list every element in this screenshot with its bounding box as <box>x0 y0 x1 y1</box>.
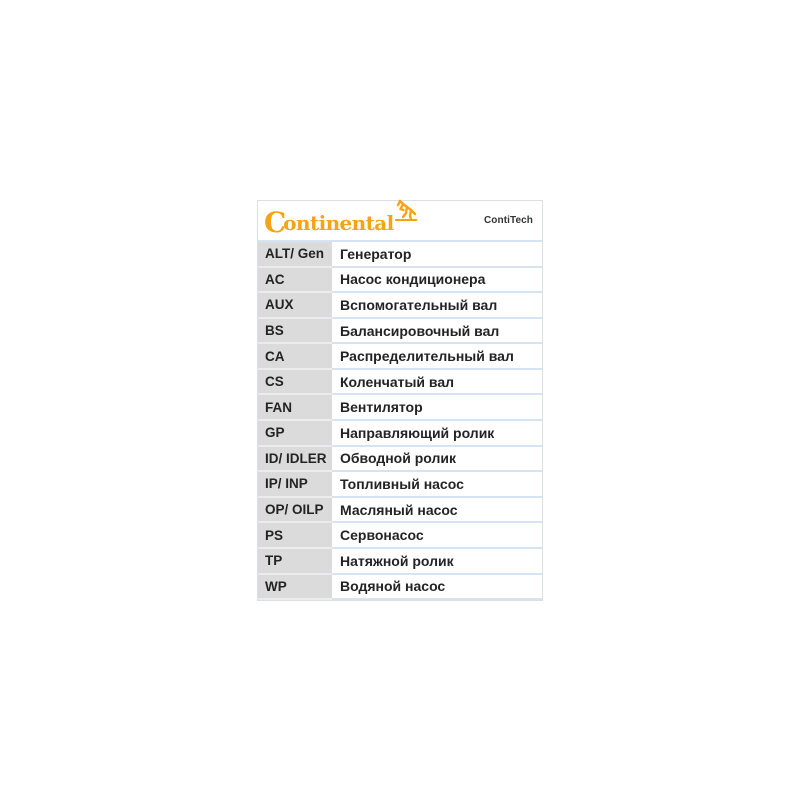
abbreviation-cell: PS <box>258 523 332 549</box>
abbreviation-cell: ALT/ Gen <box>258 242 332 268</box>
abbreviation-cell: AC <box>258 268 332 294</box>
description-cell: Распределительный вал <box>332 344 542 370</box>
description-cell: Вспомогательный вал <box>332 293 542 319</box>
description-cell: Вентилятор <box>332 395 542 421</box>
table-header <box>258 201 542 242</box>
abbreviation-cell: CS <box>258 370 332 396</box>
description-cell: Генератор <box>332 242 542 268</box>
description-cell: Топливный насос <box>332 472 542 498</box>
description-cell: Балансировочный вал <box>332 319 542 345</box>
abbreviation-cell: BS <box>258 319 332 345</box>
table-row <box>258 395 542 421</box>
table-row <box>258 268 542 294</box>
description-cell: Насос кондиционера <box>332 268 542 294</box>
legend-table <box>257 200 543 601</box>
table-row <box>258 447 542 473</box>
abbreviation-cell: CA <box>258 344 332 370</box>
description-cell: Масляный насос <box>332 498 542 524</box>
rearing-horse-icon <box>395 198 417 220</box>
abbreviation-cell: OP/ OILP <box>258 498 332 524</box>
table-row <box>258 370 542 396</box>
description-cell: Коленчатый вал <box>332 370 542 396</box>
abbreviation-cell: GP <box>258 421 332 447</box>
table-row <box>258 523 542 549</box>
abbreviation-cell: ID/ IDLER <box>258 447 332 473</box>
description-cell: Направляющий ролик <box>332 421 542 447</box>
abbreviation-cell: FAN <box>258 395 332 421</box>
table-row <box>258 472 542 498</box>
table-row <box>258 242 542 268</box>
table-row <box>258 293 542 319</box>
logo-wordmark: ontinental <box>283 210 394 235</box>
table-row <box>258 498 542 524</box>
table-row <box>258 319 542 345</box>
description-cell: Водяной насос <box>332 575 542 601</box>
abbreviation-cell: WP <box>258 575 332 601</box>
table-row <box>258 575 542 601</box>
logo-underline <box>395 219 417 221</box>
logo-letter-c: C <box>264 205 287 239</box>
description-cell: Сервонасос <box>332 523 542 549</box>
description-cell: Обводной ролик <box>332 447 542 473</box>
table-row <box>258 344 542 370</box>
description-cell: Натяжной ролик <box>332 549 542 575</box>
abbreviation-cell: AUX <box>258 293 332 319</box>
table-row <box>258 421 542 447</box>
table-row <box>258 549 542 575</box>
continental-logo <box>264 205 417 239</box>
abbreviation-cell: IP/ INP <box>258 472 332 498</box>
legend-rows <box>258 242 542 600</box>
contitech-label: ContiTech <box>483 215 533 226</box>
abbreviation-cell: TP <box>258 549 332 575</box>
